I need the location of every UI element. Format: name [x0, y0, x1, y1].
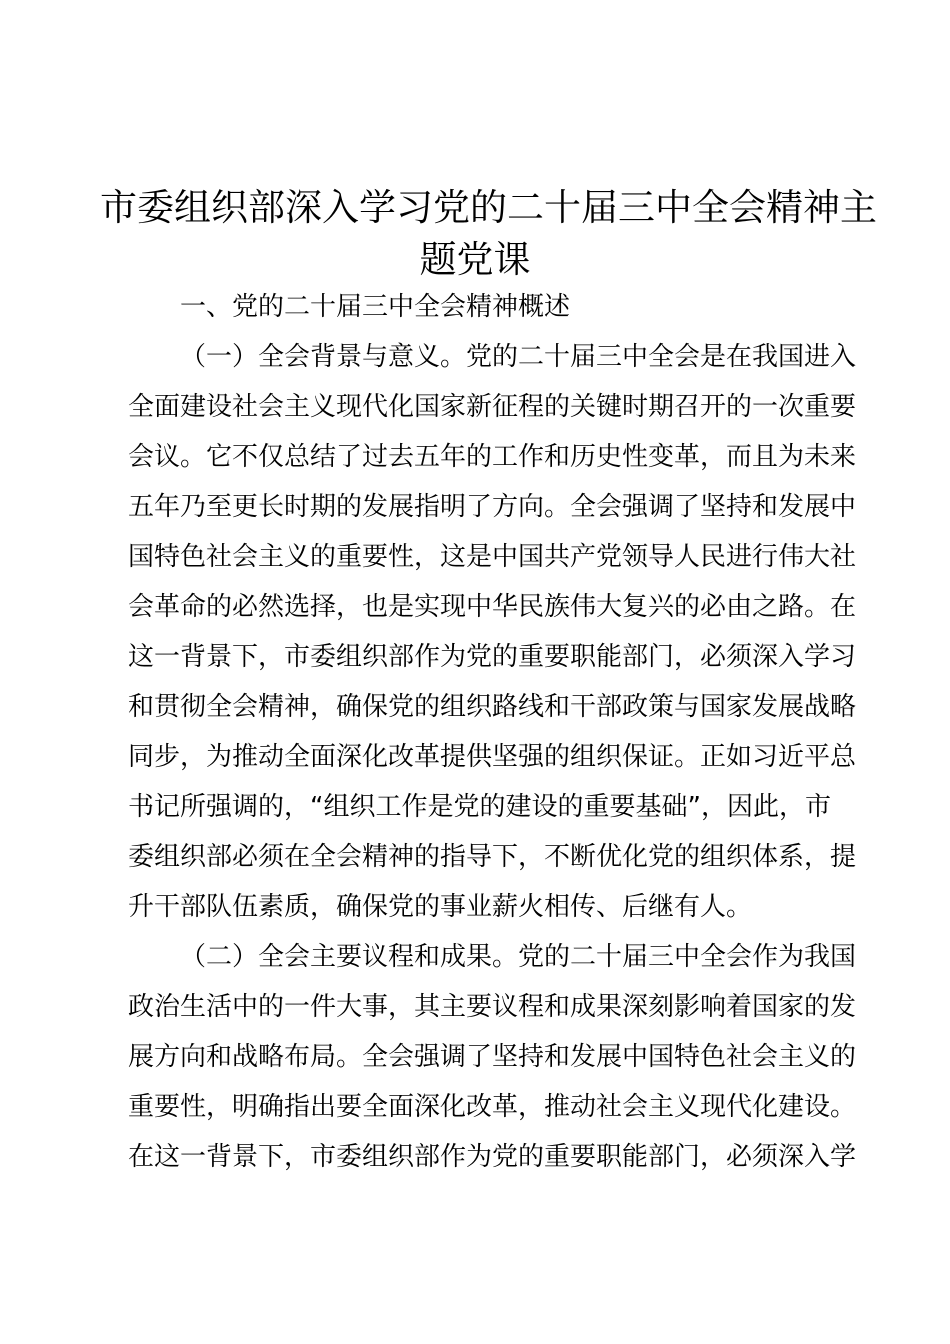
paragraph-line: 展方向和战略布局。全会强调了坚持和发展中国特色社会主义的 [128, 1042, 857, 1072]
paragraph-line: （二）全会主要议程和成果。党的二十届三中全会作为我国 [180, 942, 857, 972]
section-heading: 一、党的二十届三中全会精神概述 [180, 292, 571, 322]
title-line: 题党课 [419, 238, 531, 281]
title-line: 市委组织部深入学习党的二十届三中全会精神主 [100, 186, 877, 229]
document-title [100, 182, 877, 286]
paragraph-line: 会革命的必然选择，也是实现中华民族伟大复兴的必由之路。在 [128, 592, 857, 622]
paragraph-line: 和贯彻全会精神，确保党的组织路线和干部政策与国家发展战略 [128, 692, 857, 722]
paragraph-line: 这一背景下，市委组织部作为党的重要职能部门，必须深入学习 [128, 642, 857, 672]
paragraph-line: 全面建设社会主义现代化国家新征程的关键时期召开的一次重要 [128, 392, 857, 422]
paragraph-agenda-outcomes [128, 932, 857, 1182]
paragraph-line: 国特色社会主义的重要性，这是中国共产党领导人民进行伟大社 [128, 542, 857, 572]
paragraph-line: 书记所强调的，“组织工作是党的建设的重要基础”，因此，市 [128, 792, 831, 822]
paragraph-line: 政治生活中的一件大事，其主要议程和成果深刻影响着国家的发 [128, 992, 857, 1022]
document-body [128, 282, 857, 1182]
paragraph-line: 在这一背景下，市委组织部作为党的重要职能部门，必须深入学 [128, 1142, 857, 1172]
paragraph-line: 重要性，明确指出要全面深化改革，推动社会主义现代化建设。 [128, 1092, 857, 1122]
paragraph-line: 同步，为推动全面深化改革提供坚强的组织保证。正如习近平总 [128, 742, 857, 772]
paragraph-line: 升干部队伍素质，确保党的事业薪火相传、后继有人。 [128, 892, 753, 922]
paragraph-background-significance [128, 332, 857, 932]
paragraph-line: （一）全会背景与意义。党的二十届三中全会是在我国进入 [180, 342, 857, 372]
paragraph-line: 委组织部必须在全会精神的指导下，不断优化党的组织体系，提 [128, 842, 857, 872]
paragraph-line: 会议。它不仅总结了过去五年的工作和历史性变革，而且为未来 [128, 442, 857, 472]
paragraph-line: 五年乃至更长时期的发展指明了方向。全会强调了坚持和发展中 [128, 492, 857, 522]
